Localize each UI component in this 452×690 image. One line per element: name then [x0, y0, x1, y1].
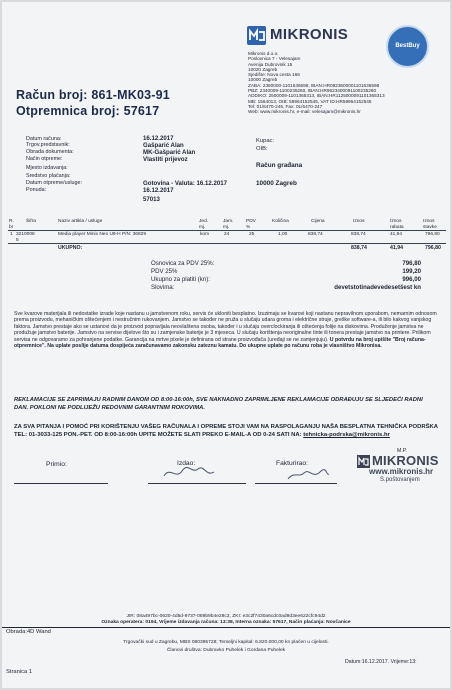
- item-amount: 838,74: [351, 232, 366, 237]
- total-label: UKUPNO:: [58, 245, 83, 251]
- issued-label: Izdao:: [177, 460, 196, 467]
- warranty-terms: [14, 311, 438, 349]
- column-header: PDV %: [246, 219, 256, 230]
- received-signature-line: [14, 483, 108, 484]
- amount-in-words: devetstotinadevedesetšest kn: [334, 284, 421, 291]
- oib-label: OIB:: [256, 146, 268, 152]
- meta-label: Datum računa:: [26, 136, 62, 142]
- court-registration: Trgovački sud u Zagrebu, MBS 080395728; Temeljni kapital: 6.820.000,00 kn plaćen u cijelosti.: [123, 640, 329, 645]
- fiscal-codes: JIR: 08a497bc-0620-4d5d-9737-089b9b4e28c3, ZKI: e3c2f7430a6cdc0ad9d3ee622cfc94d2: [126, 614, 326, 619]
- processor: MK-Gašparić Alan: [143, 149, 196, 156]
- total-amount: 838,74: [351, 245, 367, 251]
- meta-label: Datum otpreme/usluge:: [26, 180, 83, 186]
- processing-label: Obrada:4D Wand: [6, 629, 51, 635]
- column-header: Iznos: [353, 219, 365, 224]
- bestbuy-badge: BestBuy: [386, 25, 429, 68]
- column-header: Šifra: [26, 219, 36, 224]
- item-name: Media player Minix Neo U9-H P/N: 36829: [58, 232, 146, 237]
- company-logo: [247, 25, 367, 52]
- representative: Gašparić Alan: [143, 142, 184, 149]
- item-warranty: 24: [224, 232, 230, 237]
- company-stamp: [357, 449, 449, 491]
- company-line: MB: 1564013, OIB: 59964152545, VAT ID:HR59964152545: [248, 98, 372, 104]
- meta-label: Obrada dokumenta:: [26, 149, 74, 155]
- issued-signature-line: [148, 483, 246, 484]
- offer-number: 57013: [143, 196, 160, 203]
- company-line: Avenija Dubrovnik 15: [248, 61, 293, 67]
- pay-label: Ukupno za platiti (kn):: [151, 276, 210, 283]
- table-top-border: [8, 230, 446, 231]
- buyer-label: Kupac:: [256, 138, 275, 144]
- shipping-method: Vlastiti prijevoz: [143, 156, 188, 163]
- page-number: Stranica 1: [6, 669, 33, 675]
- column-header: Iznos stavke: [423, 219, 437, 230]
- company-line: ADDIKO: 2500009-1101365313, IBAN:HR1125000091101365313: [248, 93, 385, 99]
- operator-info: Oznaka operatera: 0194, Vrijeme izdavanja računa: 13:38, Interna oznaka: 57617, Način plaćanja: Novčanice: [101, 620, 351, 625]
- vat-value: 199,20: [402, 268, 421, 275]
- support-text: ZA SVA PITANJA I POMOĆ PRI KORIŠTENJU VAŠEG RAČUNALA I OPREME STOJI VAM NA RASPOLAGANJU NAŠA BESPLATNA TEHNIČKA PODRŠKA TEL: 01-3033-125 PON.-PET. OD 8:00-16:00h UPITE MOŽETE SLATI PREKO E-MAIL-A OD 0-24 SATI NA:: [14, 424, 438, 438]
- row-number: 1: [10, 232, 13, 237]
- company-line: Mikronis d.o.o.: [248, 51, 279, 56]
- payment-method: Gotovina - Valuta: 16.12.2017: [143, 180, 227, 187]
- meta-label: Način otpreme:: [26, 156, 63, 162]
- footer-divider: [2, 627, 450, 628]
- total-value: 796,80: [425, 245, 441, 251]
- vat-label: PDV 25%: [151, 268, 178, 275]
- meta-label: Trgov.predstavnik:: [26, 142, 70, 148]
- stamp-brand: MIKRONIS: [372, 453, 439, 468]
- stamp-signature: S.poštovanjem: [380, 477, 420, 483]
- company-line: Tel: 01/6470-245, Fax: 01/6470-247: [248, 103, 323, 109]
- delivery-title: Otpremnica broj: 57617: [16, 104, 160, 118]
- buyer-name: Račun građana: [256, 162, 303, 169]
- stamp-web: www.mikronis.hr: [369, 467, 434, 476]
- pay-value: 996,00: [402, 276, 421, 283]
- company-members: Članovi društva: Dubravko Puhelek i Gordana Puhelek: [166, 648, 286, 653]
- delivery-date: 16.12.2017: [143, 187, 174, 194]
- column-header: Naziv artikla / usluge: [58, 219, 103, 224]
- support-info: [14, 423, 444, 439]
- column-header: Iznos rabata: [390, 219, 404, 230]
- item-price: 838,74: [308, 232, 323, 237]
- invoiced-label: Fakturirao:: [276, 460, 308, 467]
- base-value: 796,80: [402, 260, 421, 267]
- item-vat: 25: [249, 232, 255, 237]
- company-line: 10020 Zagreb: [248, 66, 278, 72]
- words-label: Slovima:: [151, 284, 175, 291]
- column-header: R. br: [9, 219, 14, 230]
- meta-label: Sredstvo plaćanja:: [26, 173, 71, 179]
- item-discount: 41,94: [390, 232, 403, 237]
- company-line: Sjedište: Nova cesta 166: [248, 72, 300, 78]
- invoice-date: 16.12.2017: [143, 135, 174, 142]
- meta-label: Mjesto izdavanja:: [26, 165, 68, 171]
- invoice-page: [2, 2, 450, 688]
- table-bottom-border: [8, 243, 446, 244]
- warranty-text: Sve kvarove materijala ili nedostatke izrade koje nastanu u jamstvenom roku, servis će ukloniti besplatno. Izuzimaju se kvarovi koji nastanu nepravilnom uporabom, nemarnim odnosom prema proizvodu, mehaničkim oštećenjem i nestručnim rukovanjem. Jamstvo se također ne pruža u slučaju udara groma i električne struje, greške software-a, ili bilo kakvog vanjskog faktora. Jamstvo prestaje ako se ustanovi da je proizvod popravljala neovlaštena osoba, također i u slučaju overclockiranja ili oštećenja folije na diskovima. Produženje jamstva ne produžuje jamstvo baterije. Jamstvo na servise dijelove što su i zamjenske baterije je 3 mjeseca. U slučaju korištenja neoriginalne tinte ili tonera prestaje jamstvo na printere. Prilikom servisa ne odgovaramo za pohranjene podatke. Garancija na mrtve pixele je definirana od strane proizvođača (uređaji se ne zamjenjuju).: [14, 311, 437, 343]
- company-line: Web: www.mikronis.hr, e-mail: velesajam@mikronis.hr: [248, 109, 361, 115]
- invoice-title: Račun broj: 861-MK03-91: [16, 88, 170, 102]
- received-label: Primio:: [46, 461, 67, 468]
- item-total: 796,80: [425, 232, 440, 237]
- base-label: Osnovica za PDV 25%:: [151, 260, 215, 267]
- item-quantity: 1,00: [278, 232, 288, 237]
- print-datetime: Datum:16.12.2017. Vrijeme:13:: [345, 659, 417, 665]
- company-line: 10000 Zagreb: [248, 77, 278, 83]
- meta-label: Ponuda:: [26, 187, 47, 193]
- column-header: Količina: [272, 219, 289, 224]
- item-unit: kom: [200, 232, 210, 237]
- column-header: Cijena: [311, 219, 325, 224]
- support-email-link[interactable]: tehnicka-podrska@mikronis.hr: [303, 432, 390, 438]
- stamp-mp: M.P.: [397, 448, 407, 454]
- column-header: Jed. mj.: [199, 219, 209, 230]
- complaints-notice: REKLAMACIJE SE ZAPRIMAJU RADNIM DANOM OD 8:00-16:00h, SVE NAKNADNO ZAPRIMLJENE REKLAMACIJE ODRAĐUJU SE SLJEDEĆI RADNI DAN. POKLONI NE PODLIJEŽU REDOVNIM GARANTNIM ROKOVIMA.: [14, 397, 423, 411]
- invoiced-signature-line: [255, 483, 337, 484]
- payment-terms: U potvrdu na broj upišite "Broj računa-otpremnice". Na uplate poslije datuma dospijeća zaračunavamo zakonsku zateznu kamatu. Do ukupne uplate po računu roba je vlasništvo Mikronisa.: [14, 336, 426, 350]
- vat-summary: [151, 260, 421, 292]
- item-code: 3210008 5: [16, 232, 35, 243]
- handwritten-signature: [162, 464, 217, 482]
- company-line: Poslovnica 7 - Velesajam: [248, 56, 301, 62]
- column-header: Jam. mj.: [223, 219, 234, 230]
- brand-name: MIKRONIS: [270, 26, 349, 43]
- handwritten-signature: [286, 468, 331, 482]
- company-line: PBZ: 2340009-1100235260, IBAN:HR9623400091100235260: [248, 88, 377, 94]
- buyer-city: 10000 Zagreb: [256, 180, 297, 187]
- total-discount: 41,94: [390, 245, 403, 251]
- company-info: [248, 51, 398, 115]
- company-line: ZABA: 2360000-1101636598, IBAN:HR0823600001101636598: [248, 82, 380, 88]
